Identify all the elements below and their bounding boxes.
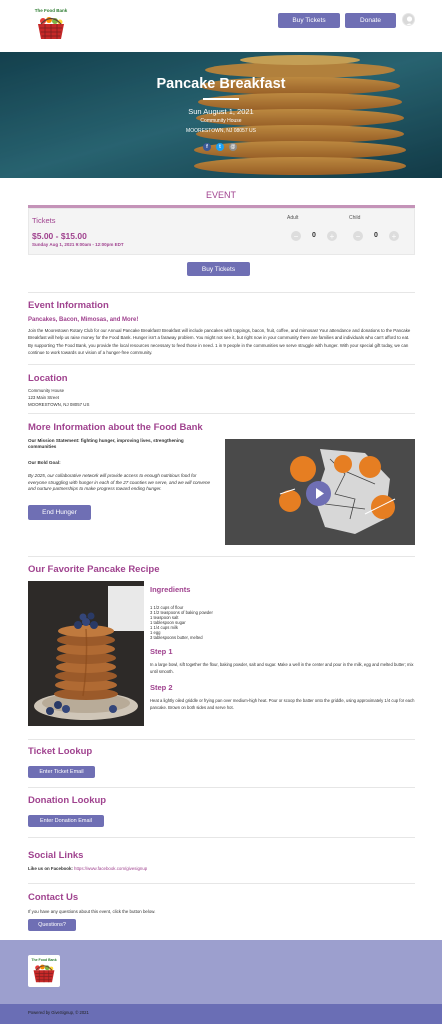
location-line3: MOORESTOWN, NJ 08057 US xyxy=(28,402,90,407)
divider xyxy=(28,883,415,884)
adult-label: Adult xyxy=(287,215,299,221)
user-avatar-icon[interactable] xyxy=(402,13,415,26)
ingredient-item: 1 1/2 cups of flour xyxy=(150,605,184,610)
divider xyxy=(28,787,415,788)
site-header xyxy=(0,0,442,52)
donation-lookup-heading: Donation Lookup xyxy=(28,795,107,806)
location-line2: 123 Main Street xyxy=(28,395,59,400)
child-label: Child xyxy=(349,215,361,221)
divider xyxy=(28,739,415,740)
step1-text: In a large bowl, sift together the flour, baking powder, salt and sugar. Make a well in the center and pour in the milk, egg and melted butter; mix until smooth. xyxy=(150,662,414,674)
child-decrement-button[interactable]: − xyxy=(353,231,363,241)
facebook-link[interactable]: https://www.facebook.com/givesignup xyxy=(74,866,148,871)
ticket-datetime: Sunday Aug 1, 2021 9:00am - 12:00pm EDT xyxy=(32,242,124,247)
divider xyxy=(28,837,415,838)
bold-goal-label: Our Bold Goal: xyxy=(28,460,61,465)
ingredient-item: 3 1/2 teaspoons of baking powder xyxy=(150,610,213,615)
food-bank-logo[interactable] xyxy=(31,7,71,45)
divider xyxy=(28,364,415,365)
end-hunger-button[interactable]: End Hunger xyxy=(28,505,91,520)
more-info-heading: More Information about the Food Bank xyxy=(28,422,203,433)
bold-goal-text: By 2025, our collaborative network will provide access to enough nutritious food for everyone struggling with hunger in each of the 27 counties we serve, and we will convene and nurture partnerships to make progress toward ending hunger. xyxy=(28,473,211,491)
twitter-icon[interactable]: t xyxy=(216,143,224,151)
ticket-price: $5.00 - $15.00 xyxy=(32,231,87,241)
header-donate-button[interactable]: Donate xyxy=(345,13,396,28)
child-quantity[interactable]: 0 xyxy=(374,232,378,239)
location-line1: Community House xyxy=(28,388,65,393)
hero-banner xyxy=(0,52,442,178)
step2-heading: Step 2 xyxy=(150,683,173,692)
header-buy-tickets-button[interactable]: Buy Tickets xyxy=(278,13,340,28)
questions-button[interactable]: Questions? xyxy=(28,919,76,931)
location-heading: Location xyxy=(28,373,68,384)
ticket-selector xyxy=(28,208,415,255)
event-city: MOORESTOWN, NJ 08057 US xyxy=(186,128,256,134)
ingredient-item: 1 egg xyxy=(150,630,161,635)
divider xyxy=(28,413,415,414)
event-information-body: Join the Moorestown Rotary Club for our Annual Pancake Breakfast! Breakfast will include pancakes with toppings, bacon, fruit, coffee, and mimosas! Your attendance and donations to the Pancake Breakfast will help us raise money for the Food Bank. Hunger isn't a faraway problem. You might not see it, but right now in your community there are families and individuals who can't afford to eat. By supporting The Food Bank, you provide the local resources necessary to feed those in need. 1 in 9 people in the communities we serve struggle with hunger. With your special gift today, we can continue to work towards our vision of a hunger-free community. xyxy=(28,328,411,356)
facebook-icon[interactable]: f xyxy=(203,143,211,151)
enter-donation-email-button[interactable]: Enter Donation Email xyxy=(28,815,104,827)
ingredient-item: 1 tablespoon sugar xyxy=(150,620,186,625)
ingredient-item: 3 tablespoons butter, melted xyxy=(150,635,203,640)
ingredient-item: 1 teaspoon salt xyxy=(150,615,179,620)
social-links-heading: Social Links xyxy=(28,850,84,861)
facebook-like-label: Like us on Facebook: xyxy=(28,866,73,871)
footer-logo-text: The Food Bank xyxy=(31,958,57,962)
event-information-subtitle: Pancakes, Bacon, Mimosas, and More! xyxy=(28,317,139,323)
powered-by-text: Powered by GiveSignup, © 2021 xyxy=(28,1010,89,1015)
pancake-recipe-image xyxy=(28,581,144,726)
mission-statement: Our Mission Statement: fighting hunger, improving lives, strengthening communities xyxy=(28,438,184,449)
play-icon[interactable] xyxy=(306,481,331,506)
site-footer xyxy=(0,940,442,1004)
event-information-heading: Event Information xyxy=(28,300,109,311)
event-date: Sun August 1, 2021 xyxy=(188,107,254,116)
buy-tickets-button[interactable]: Buy Tickets xyxy=(187,262,250,276)
adult-quantity[interactable]: 0 xyxy=(312,232,316,239)
link-icon[interactable]: @ xyxy=(230,144,236,150)
ingredient-item: 1 1/4 cups milk xyxy=(150,625,178,630)
contact-text: If you have any questions about this event, click the button below. xyxy=(28,909,156,914)
step1-heading: Step 1 xyxy=(150,647,173,656)
contact-heading: Contact Us xyxy=(28,892,79,903)
footer-basket-icon xyxy=(28,963,60,987)
enter-ticket-email-button[interactable]: Enter Ticket Email xyxy=(28,766,95,778)
logo-text: The Food Bank xyxy=(34,8,68,13)
divider xyxy=(28,292,415,293)
tab-event[interactable]: EVENT xyxy=(205,190,236,200)
adult-increment-button[interactable]: + xyxy=(327,231,337,241)
ticket-lookup-heading: Ticket Lookup xyxy=(28,746,93,757)
adult-decrement-button[interactable]: − xyxy=(291,231,301,241)
tickets-label: Tickets xyxy=(32,216,56,225)
basket-icon xyxy=(31,15,71,45)
divider xyxy=(28,556,415,557)
child-increment-button[interactable]: + xyxy=(389,231,399,241)
title-underline xyxy=(203,98,239,100)
recipe-heading: Our Favorite Pancake Recipe xyxy=(28,564,160,575)
ingredients-heading: Ingredients xyxy=(150,585,191,594)
event-title: Pancake Breakfast xyxy=(156,76,286,92)
step2-text: Heat a lightly oiled griddle or frying pan over medium-high heat. Pour or scoop the batter onto the griddle, using approximately 1/4 cup for each pancake. Brown on both sides and serve hot. xyxy=(150,698,415,710)
event-venue: Community House xyxy=(200,118,242,124)
footer-logo[interactable] xyxy=(28,955,60,987)
